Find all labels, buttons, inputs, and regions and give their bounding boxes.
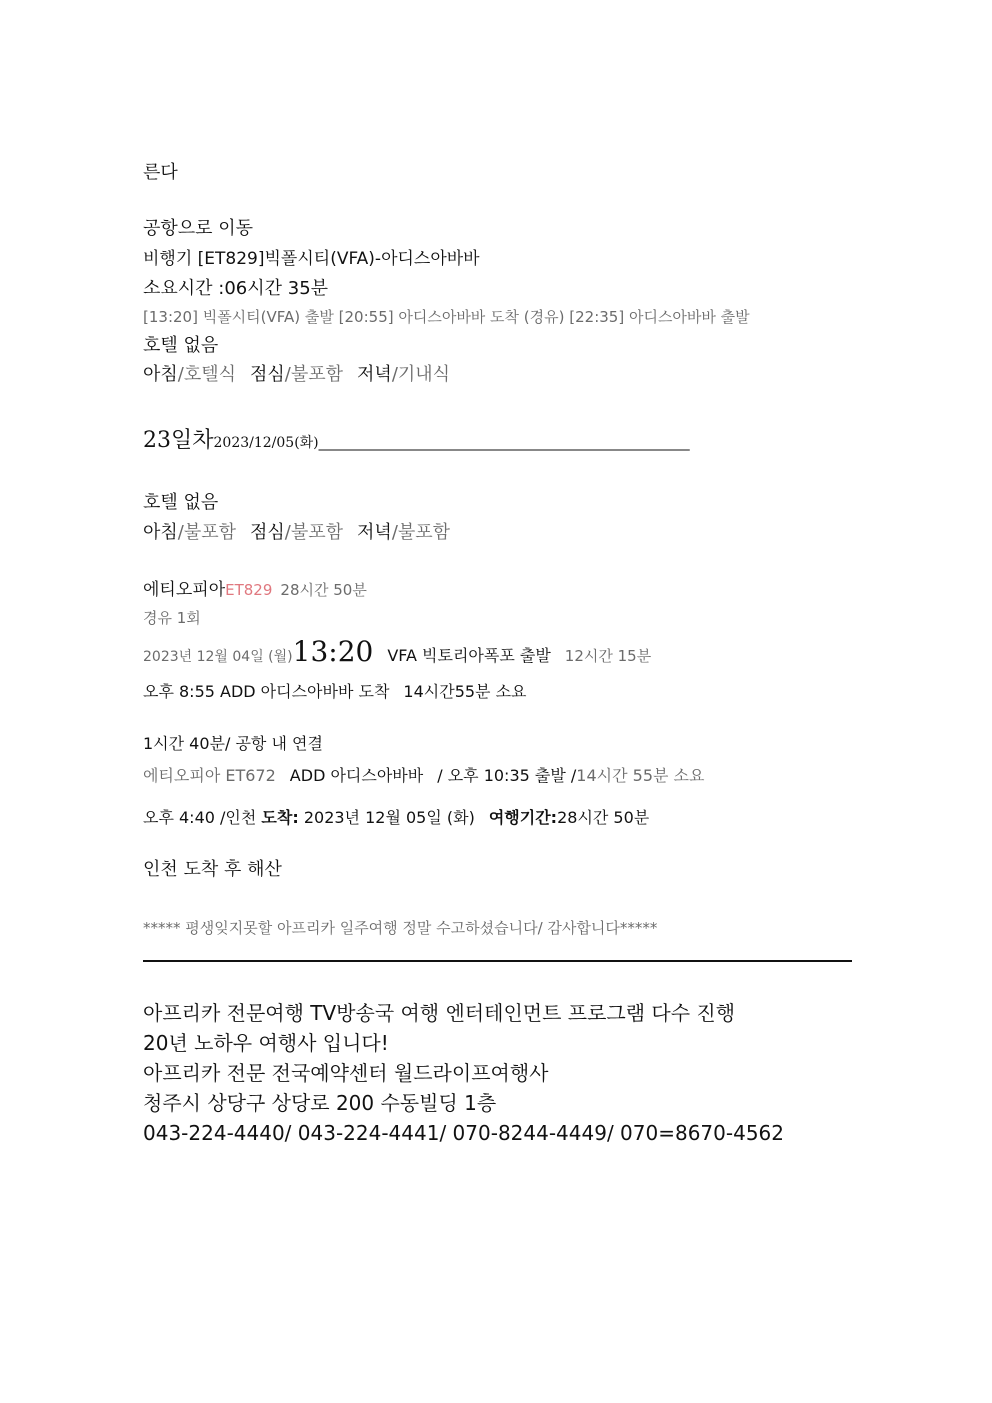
stopover-line: 경유 1회 (143, 609, 201, 627)
departure-line (143, 635, 652, 668)
continued-text: 른다 (143, 162, 178, 183)
hotel-line-2: 호텔 없음 (143, 492, 219, 513)
arrival-line (143, 684, 527, 700)
leg2-dur-sep: / (570, 766, 577, 785)
final-time: 오후 4:40 /인천 (143, 808, 257, 827)
schedule-line: [13:20] 빅폴시티(VFA) 출발 [20:55] 아디스아바바 도착 (경유) [22:35] 아디스아바바 출발 (143, 308, 750, 326)
day-date: 2023/12/05(화) (213, 435, 319, 451)
hotel-line: 호텔 없음 (143, 335, 219, 356)
final-arrival-label: 도착: (261, 808, 299, 827)
lunch-value-2: /불포함 (284, 522, 344, 543)
dinner-label: 저녁 (357, 364, 392, 385)
meals-line-2 (143, 524, 450, 542)
day-underline: _____________________________________________________ (318, 435, 690, 451)
airline-name: 에티오피아 (143, 580, 226, 600)
departure-duration: 12시간 15분 (564, 647, 652, 665)
breakfast-value: /호텔식 (177, 364, 237, 385)
footer-line-3: 아프리카 전문 전국예약센터 월드라이프여행사 (143, 1061, 549, 1085)
arrival-info: 오후 8:55 ADD 아디스아바바 도착 (143, 682, 390, 701)
final-total: 28시간 50분 (557, 808, 650, 827)
move-to-airport: 공항으로 이동 (143, 218, 254, 239)
leg2-place: ADD 아디스아바바 (289, 766, 424, 785)
thanks-line: ***** 평생잊지못할 아프리카 일주여행 정말 수고하셨습니다/ 감사합니다***** (143, 919, 658, 937)
leg2-sep: / (437, 766, 443, 785)
day-heading (143, 430, 690, 452)
dinner-value: /기내식 (391, 364, 451, 385)
leg2-departure: 오후 10:35 출발 (447, 766, 566, 785)
footer-address: 청주시 상당구 상당로 200 수동빌딩 1층 (143, 1091, 497, 1115)
duration-line: 소요시간 :06시간 35분 (143, 278, 329, 299)
breakfast-label: 아침 (143, 364, 178, 385)
departure-time: 13:20 (292, 635, 374, 668)
meals-line (143, 366, 450, 384)
lunch-label: 점심 (250, 364, 285, 385)
dinner-label-2: 저녁 (357, 522, 392, 543)
footer-line-1: 아프리카 전문여행 TV방송국 여행 엔터테인먼트 프로그램 다수 진행 (143, 1001, 736, 1025)
flight-code: ET829 (225, 581, 273, 599)
arrival-duration: 14시간55분 소요 (403, 682, 527, 701)
footer-line-2: 20년 노하우 여행사 입니다! (143, 1031, 389, 1055)
airline-line (143, 582, 367, 599)
lunch-label-2: 점심 (250, 522, 285, 543)
dinner-value-2: /불포함 (391, 522, 451, 543)
leg2-airline: 에티오피아 ET672 (143, 766, 276, 785)
final-arrival-line (143, 810, 649, 826)
footer-phones: 043-224-4440/ 043-224-4441/ 070-8244-4449/ 070=8670-4562 (143, 1121, 784, 1145)
breakfast-value-2: /불포함 (177, 522, 237, 543)
total-time: 28시간 50분 (280, 581, 367, 599)
breakfast-label-2: 아침 (143, 522, 178, 543)
departure-place: VFA 빅토리아폭포 출발 (387, 646, 551, 665)
final-total-label: 여행기간: (488, 808, 558, 827)
departure-date: 2023년 12월 04일 (월) (143, 649, 293, 665)
leg2-duration: 14시간 55분 소요 (576, 766, 705, 785)
footer-divider (143, 960, 852, 962)
lunch-value: /불포함 (284, 364, 344, 385)
dissolve-line: 인천 도착 후 해산 (143, 859, 282, 880)
day-title: 23일차 (143, 428, 214, 453)
flight-line: 비행기 [ET829]빅폴시티(VFA)-아디스아바바 (143, 249, 480, 269)
layover-line: 1시간 40분/ 공항 내 연결 (143, 734, 323, 753)
final-date: 2023년 12월 05일 (화) (303, 808, 475, 827)
leg2-line (143, 768, 704, 784)
